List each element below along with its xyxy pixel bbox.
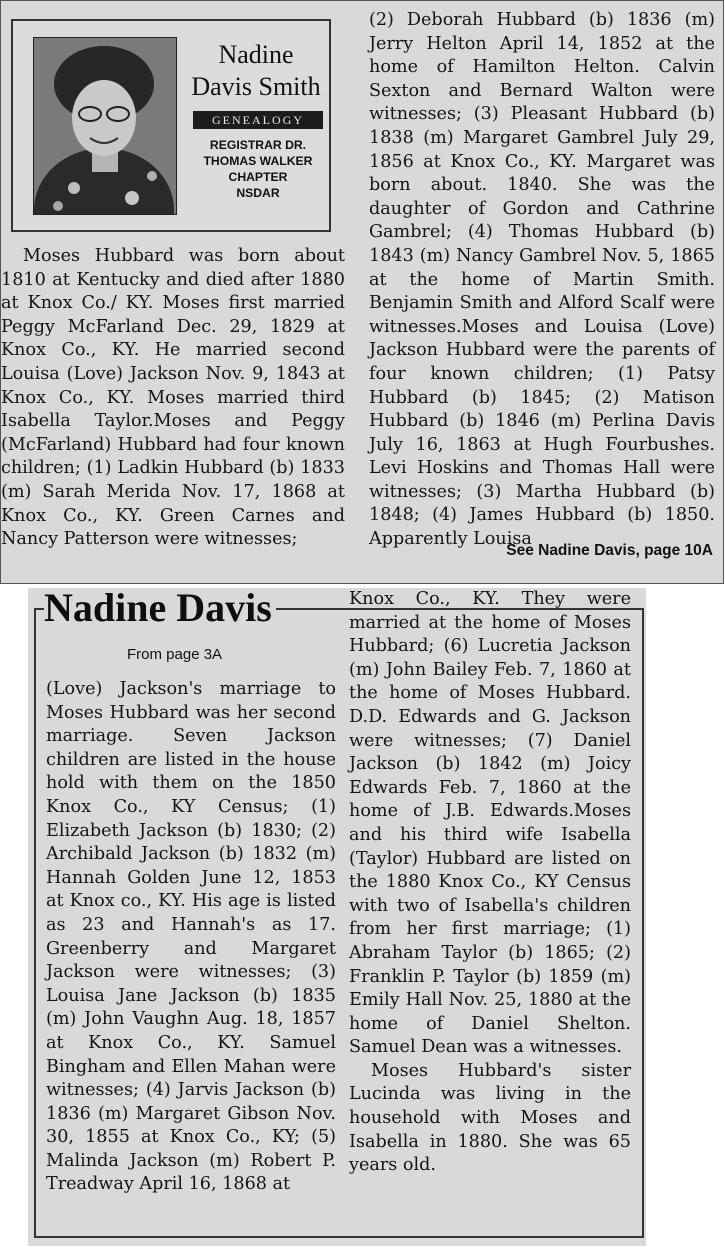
column-header-box <box>11 19 331 232</box>
article-paragraph: (2) Deborah Hubbard (b) 1836 (m) Jerry Helton April 14, 1852 at the home of Hamilton Helton. Calvin Sexton and Bernard Walton were witnesses; (3) Pleasant Hubbard (b) 1838 (m) Margaret Gambrel July 29, 1856 at Knox Co., KY. Margaret was born about. 1840. She was the daughter of Gordon and Cathrine Gambrel; (4) Thomas Hubbard (b) 1843 (m) Nancy Gambrel Nov. 5, 1865 at the home of Martin Smith. Benjamin Smith and Alford Scalf were witnesses.Moses and Louisa (Love) Jackson Hubbard were the parents of four known children; (1) Patsy Hubbard (b) 1845; (2) Matison Hubbard (b) 1846 (m) Perlina Davis July 16, 1863 at Hugh Fourbushes. Levi Hoskins and Thomas Hall were witnesses; (3) Martha Hubbard (b) 1848; (4) James Hubbard (b) 1850. Apparently Louisa <box>369 10 715 550</box>
article-paragraph: Moses Hubbard's sister Lucinda was living in the household with Moses and Isabella in 1880. She was 65 years old. <box>349 1060 631 1176</box>
portrait-image <box>34 38 176 214</box>
jump-line: See Nadine Davis, page 10A <box>506 542 713 559</box>
article-paragraph: Moses Hubbard was born about 1810 at Kentucky and died after 1880 at Knox Co./ KY. Moses first married Peggy McFarland Dec. 29, 1829 at Knox Co., KY. He married second Louisa (Love) Jackson Nov. 9, 1843 at Knox Co., KY. Moses married third Isabella Taylor.Moses and Peggy (McFarland) Hubbard had four known children; (1) Ladkin Hubbard (b) 1833 (m) Sarah Merida Nov. 17, 1868 at Knox Co., KY. Green Carnes and Nancy Patterson were witnesses; <box>1 246 345 550</box>
top-clipping <box>0 0 724 584</box>
top-column-right <box>369 9 715 552</box>
continuation-column-left <box>46 678 336 1197</box>
continuation-column-right <box>349 588 631 1178</box>
author-name: Nadine Davis Smith <box>191 40 321 101</box>
top-column-left <box>1 245 345 552</box>
jump-from-line: From page 3A <box>127 646 223 663</box>
article-paragraph: (Love) Jackson's marriage to Moses Hubbard was her second marriage. Seven Jackson children are listed in the house hold with them on the 1850 Knox Co., KY Census; (1) Elizabeth Jackson (b) 1830; (2) Archibald Jackson (b) 1832 (m) Hannah Golden June 12, 1853 at Knox co., KY. His age is listed as 23 and Hannah's as 17. Greenberry and Margaret Jackson were witnesses; (3) Louisa Jane Jackson (b) 1835 (m) John Vaughn Aug. 18, 1857 at Knox Co., KY. Samuel Bingham and Ellen Mahan were witnesses; (4) Jarvis Jackson (b) 1836 (m) Margaret Gibson Nov. 30, 1855 at Knox Co., KY; (5) Malinda Jackson (m) Robert P. Treadway April 16, 1868 at <box>46 679 336 1195</box>
continuation-clipping <box>28 585 646 1246</box>
author-role: REGISTRAR DR. THOMAS WALKER CHAPTER NSDAR <box>203 138 313 200</box>
column-tag: GENEALOGY <box>193 111 323 129</box>
author-portrait <box>33 37 177 215</box>
continuation-headline: Nadine Davis <box>44 588 276 628</box>
article-paragraph: Knox Co., KY. They were married at the home of Moses Hubbard; (6) Lucretia Jackson (m) John Bailey Feb. 7, 1860 at the home of Moses Hubbard. D.D. Edwards and G. Jackson were witnesses; (7) Daniel Jackson (b) 1842 (m) Joicy Edwards Feb. 7, 1860 at the home of J.B. Edwards.Moses and his third wife Isabella (Taylor) Hubbard are listed on the 1880 Knox Co., KY Census with two of Isabella's children from her first marriage; (1) Abraham Taylor (b) 1865; (2) Franklin P. Taylor (b) 1859 (m) Emily Hall Nov. 25, 1880 at the home of Daniel Shelton. Samuel Dean was a witnesses. <box>349 589 631 1058</box>
